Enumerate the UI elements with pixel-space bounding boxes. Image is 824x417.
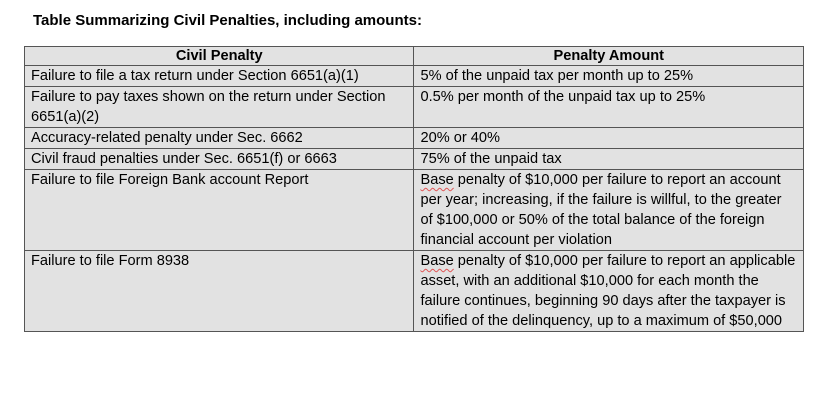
amount-cell (414, 149, 804, 170)
page-title: Table Summarizing Civil Penalties, including amounts: (33, 12, 422, 29)
amount-text: 20% or 40% (420, 130, 500, 146)
table-row (25, 66, 804, 87)
amount-text: 0.5% per month of the unpaid tax up to 25% (420, 89, 706, 105)
penalty-cell: Failure to file a tax return under Section 6651(a)(1) (25, 66, 414, 87)
table-row (25, 251, 804, 332)
table-row (25, 128, 804, 149)
column-header-civil-penalty: Civil Penalty (25, 47, 414, 66)
table-row (25, 149, 804, 170)
spellcheck-flagged-word[interactable]: Base (420, 172, 454, 188)
amount-text: penalty of $10,000 per failure to report an applicable asset, with an additional $10,000 for each month the failure continues, beginning 90 days after the taxpayer is notified of the delinquency, up to a maximum of $50,000 (420, 253, 796, 329)
penalty-cell: Failure to pay taxes shown on the return under Section 6651(a)(2) (25, 87, 414, 128)
penalty-cell: Civil fraud penalties under Sec. 6651(f) or 6663 (25, 149, 414, 170)
civil-penalties-table (24, 46, 804, 332)
penalty-cell: Failure to file Form 8938 (25, 251, 414, 332)
amount-cell (414, 66, 804, 87)
penalty-cell: Failure to file Foreign Bank account Report (25, 170, 414, 251)
table-row (25, 87, 804, 128)
spellcheck-flagged-word[interactable]: Base (420, 253, 454, 269)
amount-cell (414, 251, 804, 332)
amount-text: 5% of the unpaid tax per month up to 25% (420, 68, 694, 84)
penalty-cell: Accuracy-related penalty under Sec. 6662 (25, 128, 414, 149)
amount-text: penalty of $10,000 per failure to report an account per year; increasing, if the failure is willful, to the greater of $100,000 or 50% of the total balance of the foreign financial account per violation (420, 172, 782, 248)
column-header-penalty-amount: Penalty Amount (414, 47, 804, 66)
amount-text: 75% of the unpaid tax (420, 151, 562, 167)
table-row (25, 170, 804, 251)
amount-cell (414, 87, 804, 128)
amount-cell (414, 128, 804, 149)
table-header-row (25, 47, 804, 66)
amount-cell (414, 170, 804, 251)
